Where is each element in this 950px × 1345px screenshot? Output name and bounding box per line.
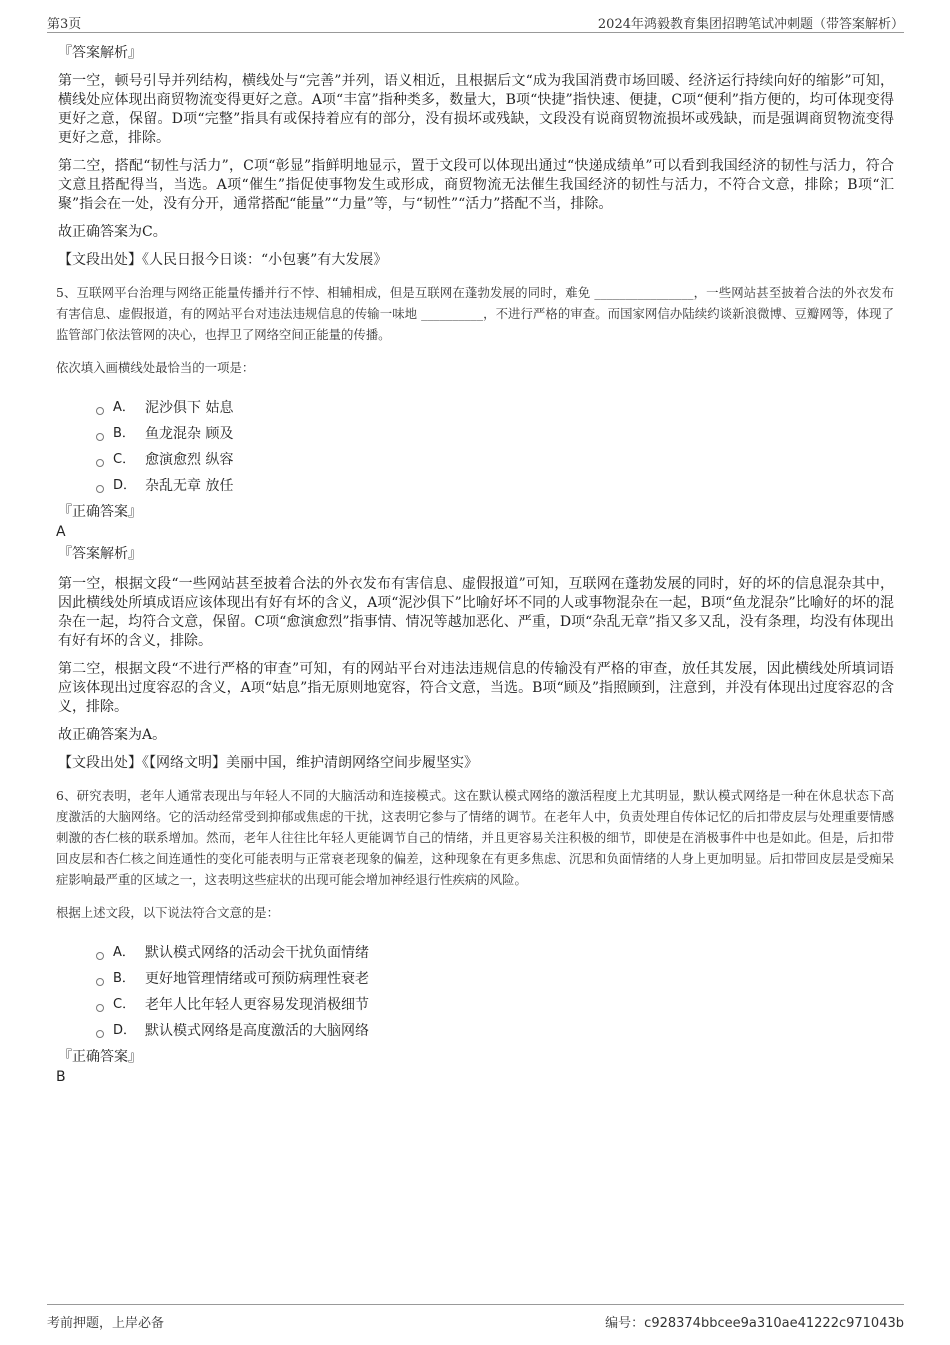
option-c[interactable]: C． 老年人比年轻人更容易发现消极细节 <box>96 992 894 1018</box>
analysis-label: 『答案解析』 <box>58 546 142 562</box>
option-a[interactable]: A． 默认模式网络的活动会干扰负面情绪 <box>96 940 894 966</box>
radio-icon[interactable] <box>96 952 104 960</box>
question-prompt: 根据上述文段，以下说法符合文意的是： <box>56 905 280 920</box>
analysis-label: 『答案解析』 <box>58 45 142 61</box>
option-c[interactable]: C． 愈演愈烈 纵容 <box>96 447 894 473</box>
options-list <box>96 395 894 499</box>
code-label: 编号： <box>605 1316 645 1331</box>
radio-icon[interactable] <box>96 459 104 467</box>
document-code <box>605 1312 904 1331</box>
conclusion: 故正确答案为C。 <box>58 224 167 240</box>
analysis-paragraph: 第二空，搭配“韧性与活力”，C项“彰显”指鲜明地显示，置于文段可以体现出通过“快递成绩单”可以看到我国经济的韧性与活力，符合文意且搭配得当，当选。A项“催生”指促使事物发生或形成，商贸物流无法催生我国经济的韧性与活力，不符合文意，排除；B项“汇聚”指会在一处，没有分开，通常搭配“能量”“力量”等，与“韧性”“活力”搭配不当，排除。 <box>58 158 894 212</box>
options-list <box>96 940 894 1044</box>
radio-icon[interactable] <box>96 1030 104 1038</box>
option-d[interactable]: D． 默认模式网络是高度激活的大脑网络 <box>96 1018 894 1044</box>
correct-answer: B <box>56 1069 66 1085</box>
answer-label: 『正确答案』 <box>58 504 142 520</box>
page-number: 第3页 <box>47 17 82 32</box>
source-citation: 【文段出处】《【网络文明】美丽中国，维护清朗网络空间步履坚实》 <box>58 755 478 771</box>
q4-analysis <box>56 44 894 270</box>
option-b[interactable]: B． 更好地管理情绪或可预防病理性衰老 <box>96 966 894 992</box>
option-d[interactable]: D． 杂乱无章 放任 <box>96 473 894 499</box>
page-header <box>47 10 904 33</box>
radio-icon[interactable] <box>96 485 104 493</box>
option-a[interactable]: A． 泥沙俱下 姑息 <box>96 395 894 421</box>
question-6 <box>56 785 894 1086</box>
analysis-paragraph: 第二空，根据文段“不进行严格的审查”可知，有的网站平台对违法违规信息的传输没有严格的审查，放任其发展，因此横线处所填词语应该体现出过度容忍的含义，A项“姑息”指无原则地宽容，符合文意，当选。B项“顾及”指照顾到，注意到，并没有体现出过度容忍的含义，排除。 <box>58 661 894 715</box>
document-title: 2024年鸿毅教育集团招聘笔试冲刺题（带答案解析） <box>597 17 904 32</box>
footer-motto: 考前押题，上岸必备 <box>47 1316 165 1331</box>
answer-label: 『正确答案』 <box>58 1049 142 1065</box>
question-stem: 6、研究表明，老年人通常表现出与年轻人不同的大脑活动和连接模式。这在默认模式网络的激活程度上尤其明显，默认模式网络是一种在休息状态下高度激活的大脑网络。它的活动经常受到抑郁或焦虑的干扰，这表明它参与了情绪的调节。在老年人中，负责处理自传体记忆的后扣带皮层与处理重要情感刺激的杏仁核的联系增加。然而，老年人往往比年轻人更能调节自己的情绪，并且更容易关注积极的细节，即使是在消极事件中也是如此。但是，后扣带回皮层和杏仁核之间连通性的变化可能表明与正常衰老现象的偏差，这种现象在有更多焦虑、沉思和负面情绪的人身上更加明显。后扣带回皮层是受痴呆症影响最严重的区域之一，这表明这些症状的出现可能会增加神经退行性疾病的风险。 <box>56 788 894 887</box>
code-value: c928374bbcee9a310ae41222c971043b <box>644 1316 904 1331</box>
radio-icon[interactable] <box>96 978 104 986</box>
correct-answer: A <box>56 524 66 540</box>
radio-icon[interactable] <box>96 1004 104 1012</box>
conclusion: 故正确答案为A。 <box>58 727 167 743</box>
question-stem: 5、互联网平台治理与网络正能量传播并行不悖、相辅相成，但是互联网在蓬勃发展的同时，难免 ________________，一些网站甚至披着合法的外衣发布有害信息、虚假报道，有的网站平台对违法违规信息的传输一味地 __________，不进行严格的审查。而国家网信办陆续约谈新浪微博、豆瓣网等，体现了监管部门依法管网的决心，也捍卫了网络空间正能量的传播。 <box>56 285 894 342</box>
source-citation: 【文段出处】《人民日报今日谈：“小包裹”有大发展》 <box>58 252 388 268</box>
analysis-paragraph: 第一空，顿号引导并列结构，横线处与“完善”并列，语义相近，且根据后文“成为我国消费市场回暖、经济运行持续向好的缩影”可知，横线处应体现出商贸物流变得更好之意。A项“丰富”指种类多，数量大，B项“快捷”指快速、便捷，C项“便利”指方便的，均可体现变得更好之意，保留。D项“完整”指具有或保持着应有的部分，没有损坏或残缺，文段没有说商贸物流损坏或残缺，而是强调商贸物流变得更好之意，排除。 <box>58 73 894 146</box>
page-content <box>56 44 894 1086</box>
page-footer <box>47 1304 904 1331</box>
analysis-paragraph: 第一空，根据文段“一些网站甚至披着合法的外衣发布有害信息、虚假报道”可知，互联网在蓬勃发展的同时，好的坏的信息混杂其中，因此横线处所填成语应该体现出有好有坏的含义，A项“泥沙俱下”比喻好坏不同的人或事物混杂在一起，B项“鱼龙混杂”比喻好的坏的混杂在一起，均符合文意，保留。C项“愈演愈烈”指事情、情况等越加恶化、严重，D项“杂乱无章”指又多又乱，没有条理，均没有体现出有好有坏的含义，排除。 <box>58 576 894 649</box>
question-prompt: 依次填入画横线处最恰当的一项是： <box>56 360 255 375</box>
question-5 <box>56 282 894 773</box>
option-b[interactable]: B． 鱼龙混杂 顾及 <box>96 421 894 447</box>
radio-icon[interactable] <box>96 407 104 415</box>
radio-icon[interactable] <box>96 433 104 441</box>
